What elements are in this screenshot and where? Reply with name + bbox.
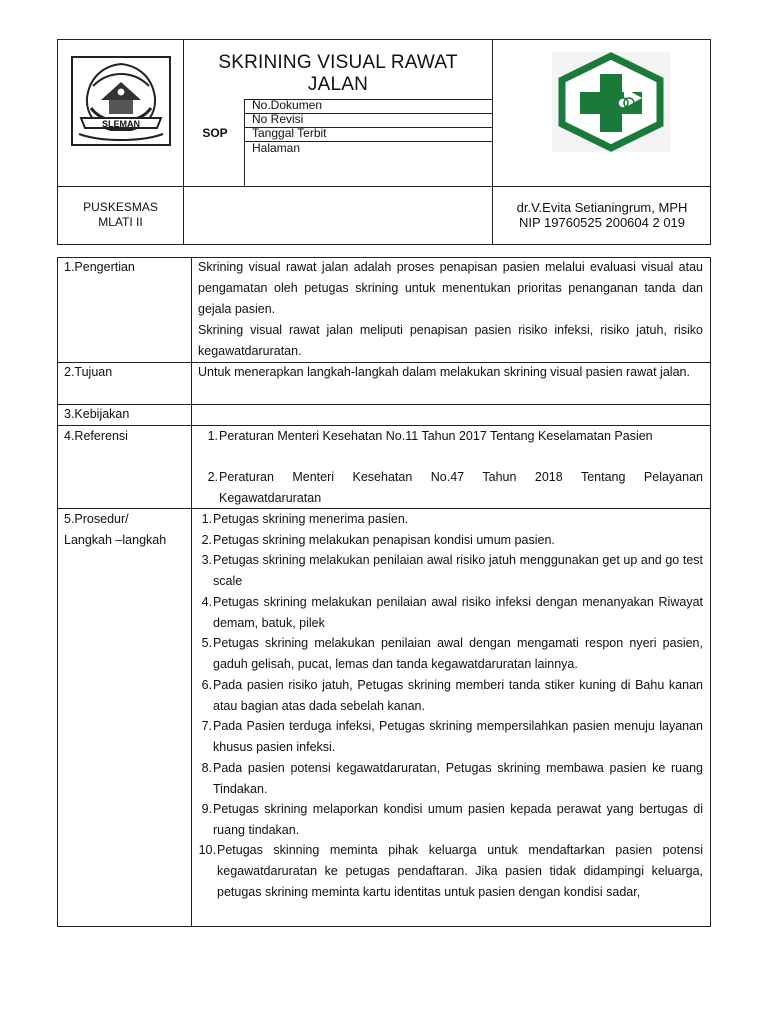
column-divider bbox=[191, 257, 192, 927]
row-divider bbox=[57, 404, 711, 405]
step-text: Petugas skrining melaporkan kondisi umum pasien kepada perawat yang bertugas di ruang tindakan. bbox=[213, 802, 703, 837]
reference-text: Peraturan Menteri Kesehatan No.11 Tahun 2017 Tentang Keselamatan Pasien bbox=[219, 429, 653, 443]
step-number: 8. bbox=[201, 761, 212, 775]
step-number: 9. bbox=[201, 802, 212, 816]
label-prosedur: 5.Prosedur/ bbox=[64, 512, 129, 526]
step-number: 2. bbox=[201, 533, 212, 547]
header-divider bbox=[492, 39, 493, 245]
institution-line2: MLATI II bbox=[98, 215, 143, 229]
step-number: 7. bbox=[201, 719, 212, 733]
label-tujuan: 2.Tujuan bbox=[64, 365, 113, 379]
step-text: Pada Pasien terduga infeksi, Petugas skrining mempersilahkan pasien menuju layanan khusus pasien infeksi. bbox=[213, 719, 703, 754]
meta-no-revisi: No Revisi bbox=[252, 112, 304, 126]
step-text: Petugas skrining melakukan penilaian awal risiko infeksi dengan menanyakan Riwayat demam, batuk, pilek bbox=[213, 595, 703, 630]
sleman-emblem-logo bbox=[71, 56, 171, 146]
step-text: Petugas skrining melakukan penapisan kondisi umum pasien. bbox=[213, 533, 555, 547]
signer-name: dr.V.Evita Setianingrum, MPH bbox=[516, 200, 688, 215]
label-kebijakan: 3.Kebijakan bbox=[64, 407, 130, 421]
tujuan-text: Untuk menerapkan langkah-langkah dalam melakukan skrining visual pasien rawat jalan. bbox=[198, 365, 690, 379]
label-pengertian: 1.Pengertian bbox=[64, 260, 135, 274]
step-text: Pada pasien potensi kegawatdaruratan, Petugas skrining membawa pasien ke ruang Tindakan. bbox=[213, 761, 703, 796]
sleman-logo-text: SLEMAN bbox=[102, 119, 140, 129]
step-number: 4. bbox=[201, 595, 212, 609]
reference-text: Peraturan Menteri Kesehatan No.47 Tahun 2018 Tentang Pelayanan Kegawatdaruratan bbox=[219, 470, 703, 505]
meta-tanggal-terbit: Tanggal Terbit bbox=[252, 126, 327, 140]
meta-halaman: Halaman bbox=[252, 141, 301, 155]
sop-label: SOP bbox=[202, 126, 228, 140]
step-number: 10. bbox=[198, 843, 216, 857]
header-divider bbox=[183, 39, 184, 245]
pengertian-paragraph-2: Skrining visual rawat jalan meliputi penapisan pasien risiko infeksi, risiko jatuh, risiko kegawatdaruratan. bbox=[198, 323, 703, 358]
reference-number: 1. bbox=[207, 429, 218, 443]
pengertian-paragraph-1: Skrining visual rawat jalan adalah proses penapisan pasien melalui evaluasi visual atau pengamatan oleh petugas skrining untuk menentukan prioritas penanganan tanda dan gejala pasien. bbox=[198, 260, 703, 316]
step-text: Petugas skinning meminta pihak keluarga untuk mendaftarkan pasien potensi kegawatdaruratan ke petugas pendaftaran. Jika pasien tidak didampingi keluarga, petugas skrining meminta kartu identitas untuk pasien dengan kondisi sadar, bbox=[217, 843, 703, 899]
step-text: Petugas skrining melakukan penilaian awal risiko jatuh menggunakan get up and go test scale bbox=[213, 553, 703, 588]
meta-no-dokumen: No.Dokumen bbox=[252, 98, 323, 112]
step-number: 3. bbox=[201, 553, 212, 567]
institution-name bbox=[58, 200, 183, 230]
step-number: 5. bbox=[201, 636, 212, 650]
step-number: 1. bbox=[201, 512, 212, 526]
page-title: SKRINING VISUAL RAWAT JALAN bbox=[218, 52, 458, 95]
step-text: Pada pasien risiko jatuh, Petugas skrining memberi tanda stiker kuning di Bahu kanan atau bagian atas dada sebelah kanan. bbox=[213, 678, 703, 713]
institution-line1: PUSKESMAS bbox=[83, 200, 158, 214]
label-referensi: 4.Referensi bbox=[64, 429, 128, 443]
header-divider bbox=[57, 186, 711, 187]
puskesmas-logo bbox=[552, 52, 670, 152]
label-langkah: Langkah –langkah bbox=[64, 533, 167, 547]
step-text: Petugas skrining melakukan penilaian awal dengan mengamati respon nyeri pasien, gaduh gelisah, pucat, lemas dan tanda kegawatdaruratan lainnya. bbox=[213, 636, 703, 671]
signer-block bbox=[494, 200, 710, 230]
reference-number: 2. bbox=[207, 470, 218, 484]
step-text: Petugas skrining menerima pasien. bbox=[213, 512, 409, 526]
step-number: 6. bbox=[201, 678, 212, 692]
signer-nip: NIP 19760525 200604 2 019 bbox=[518, 215, 686, 230]
